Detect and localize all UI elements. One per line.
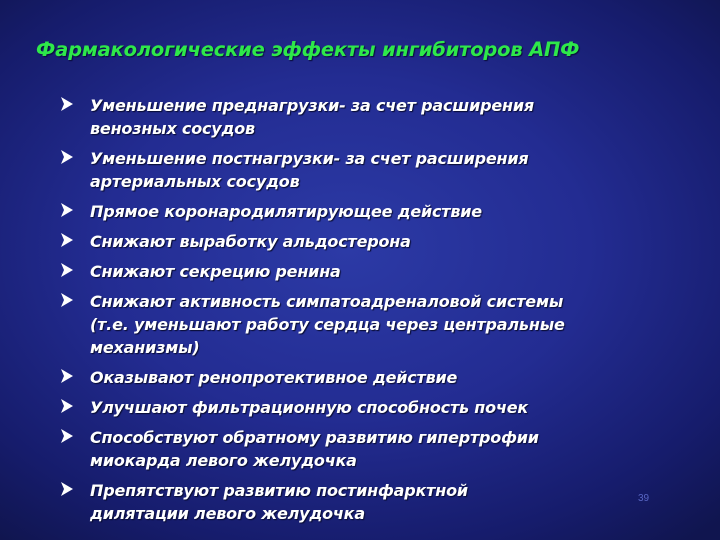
bullet-text (90, 94, 534, 140)
bullet-line: (т.е. уменьшают работу сердца через центральные (90, 315, 565, 334)
arrowhead-bullet-icon (60, 233, 74, 247)
bullet-text (90, 260, 341, 283)
arrowhead-bullet-icon (60, 293, 74, 307)
bullet-line: Снижают активность симпатоадреналовой системы (90, 292, 564, 311)
bullet-text (90, 200, 482, 223)
bullet-list (60, 94, 680, 532)
bullet-line: Снижают секрецию ренина (90, 262, 341, 281)
bullet-line: Улучшают фильтрационную способность почек (90, 398, 529, 417)
bullet-line: венозных сосудов (90, 119, 255, 138)
bullet-text (90, 147, 528, 193)
bullet-line: Снижают выработку альдостерона (90, 232, 411, 251)
bullet-text (90, 230, 411, 253)
bullet-item (60, 290, 680, 359)
bullet-item (60, 230, 680, 253)
bullet-item (60, 260, 680, 283)
bullet-item (60, 94, 680, 140)
arrowhead-bullet-icon (60, 150, 74, 164)
slide-title: Фармакологические эффекты ингибиторов АПФ (36, 38, 580, 61)
bullet-item (60, 200, 680, 223)
bullet-line: Прямое коронародилятирующее действие (90, 202, 482, 221)
page-number: 39 (638, 493, 650, 504)
bullet-line: Уменьшение постнагрузки- за счет расширения (90, 149, 529, 168)
bullet-line: миокарда левого желудочка (90, 451, 357, 470)
arrowhead-bullet-icon (60, 482, 74, 496)
arrowhead-bullet-icon (60, 97, 74, 111)
bullet-text (90, 396, 528, 419)
bullet-line: артериальных сосудов (90, 172, 300, 191)
bullet-line: Способствуют обратному развитию гипертрофии (90, 428, 539, 447)
bullet-line: Препятствуют развитию постинфарктной (90, 481, 468, 500)
arrowhead-bullet-icon (60, 399, 74, 413)
bullet-text (90, 426, 539, 472)
bullet-line: дилятации левого желудочка (90, 504, 365, 523)
bullet-text (90, 479, 468, 525)
arrowhead-bullet-icon (60, 263, 74, 277)
arrowhead-bullet-icon (60, 203, 74, 217)
arrowhead-bullet-icon (60, 369, 74, 383)
bullet-text (90, 290, 565, 359)
bullet-line: Оказывают ренопротективное действие (90, 368, 458, 387)
bullet-item (60, 426, 680, 472)
bullet-item (60, 396, 680, 419)
bullet-line: механизмы) (90, 338, 200, 357)
bullet-line: Уменьшение преднагрузки- за счет расширения (90, 96, 534, 115)
bullet-text (90, 366, 457, 389)
bullet-item (60, 366, 680, 389)
bullet-item (60, 479, 680, 525)
arrowhead-bullet-icon (60, 429, 74, 443)
bullet-item (60, 147, 680, 193)
